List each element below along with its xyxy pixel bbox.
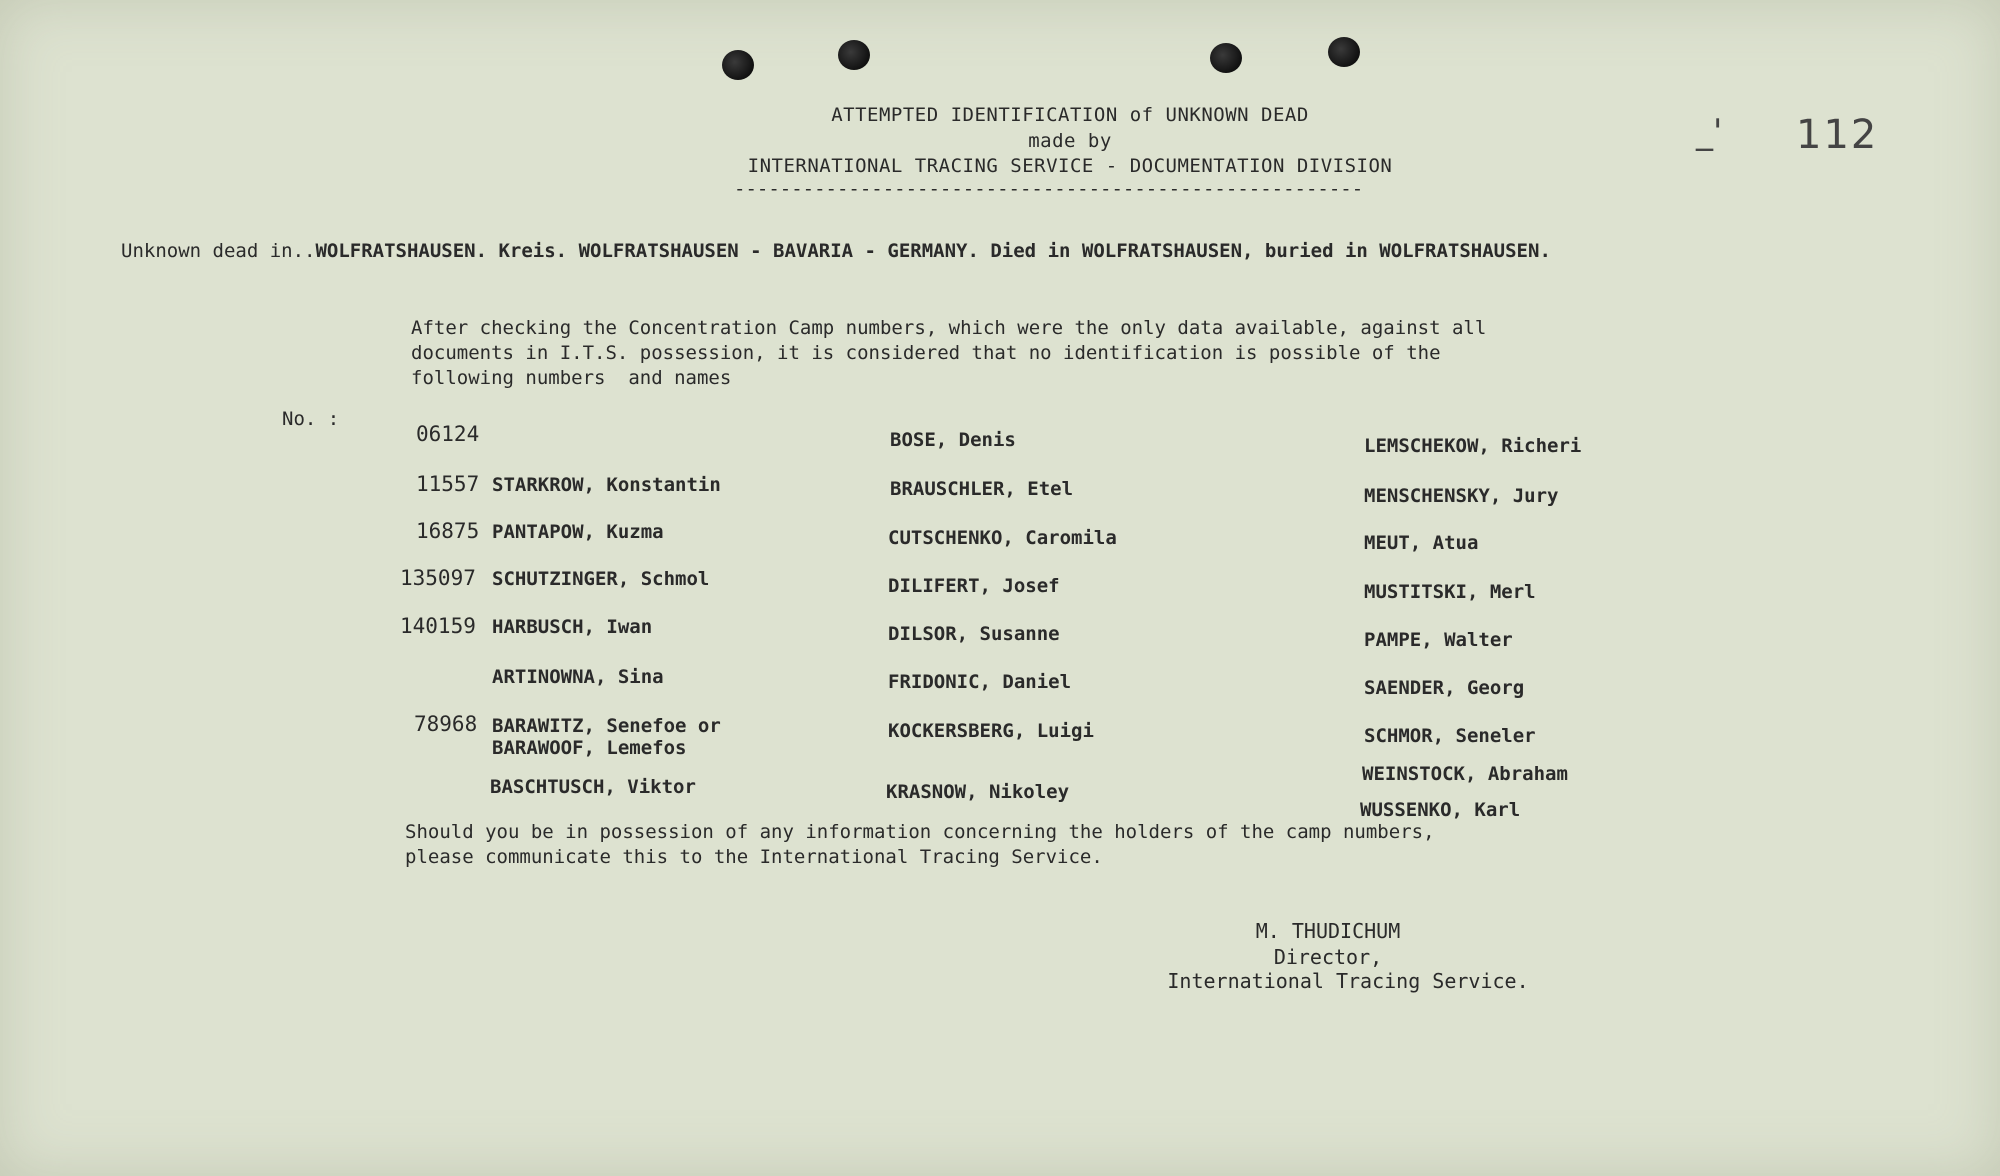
- name-entry: BARAWITZ, Senefoe or: [492, 715, 721, 737]
- name-entry: SCHMOR, Seneler: [1364, 725, 1536, 747]
- location-line: [121, 240, 1551, 262]
- name-entry: MENSCHENSKY, Jury: [1364, 485, 1559, 507]
- name-entry: SCHUTZINGER, Schmol: [492, 568, 710, 590]
- name-entry: DILIFERT, Josef: [888, 575, 1060, 597]
- name-entry: HARBUSCH, Iwan: [492, 616, 653, 638]
- number-label: No. :: [282, 408, 340, 430]
- punch-hole-4: [1328, 37, 1360, 67]
- name-entry: KRASNOW, Nikoley: [886, 781, 1070, 803]
- camp-number: 140159: [400, 614, 476, 638]
- camp-number: 135097: [400, 566, 476, 590]
- camp-number: 16875: [416, 519, 480, 543]
- name-entry: STARKROW, Konstantin: [492, 474, 721, 496]
- page-mark: _': [1696, 112, 1723, 152]
- name-entry: BOSE, Denis: [890, 429, 1016, 451]
- name-entry: PANTAPOW, Kuzma: [492, 521, 664, 543]
- signature-title: Director,: [1273, 945, 1383, 969]
- location-prefix: Unknown dead in..: [121, 240, 316, 262]
- name-entry: SAENDER, Georg: [1364, 677, 1525, 699]
- name-entry: BASCHTUSCH, Viktor: [490, 776, 696, 798]
- header-title: ATTEMPTED IDENTIFICATION of UNKNOWN DEAD: [831, 104, 1309, 126]
- name-entry: CUTSCHENKO, Caromila: [888, 527, 1117, 549]
- name-entry: MUSTITSKI, Merl: [1364, 581, 1536, 603]
- name-entry: MEUT, Atua: [1364, 532, 1479, 554]
- name-entry-alt: BARAWOOF, Lemefos: [492, 737, 687, 759]
- name-entry: WEINSTOCK, Abraham: [1362, 763, 1568, 785]
- closing-line-1: Should you be in possession of any information concerning the holders of the camp numbers,: [405, 821, 1435, 843]
- name-entry: ARTINOWNA, Sina: [492, 666, 664, 688]
- signature-name: M. THUDICHUM: [1255, 919, 1401, 943]
- camp-number: 11557: [416, 472, 480, 496]
- intro-line-3: following numbers and names: [411, 367, 732, 389]
- camp-number: 78968: [414, 712, 478, 736]
- name-entry: FRIDONIC, Daniel: [888, 671, 1072, 693]
- name-entry: BRAUSCHLER, Etel: [890, 478, 1074, 500]
- closing-line-2: please communicate this to the International Tracing Service.: [405, 846, 1103, 868]
- header-rule: -------------------------------------------------------: [734, 178, 1364, 200]
- header-made-by: made by: [1028, 130, 1112, 152]
- name-entry: WUSSENKO, Karl: [1360, 799, 1521, 821]
- camp-number: 06124: [416, 422, 480, 446]
- header-organization: INTERNATIONAL TRACING SERVICE - DOCUMENTATION DIVISION: [747, 155, 1393, 177]
- name-entry: PAMPE, Walter: [1364, 629, 1513, 651]
- intro-line-2: documents in I.T.S. possession, it is considered that no identification is possible of the: [411, 342, 1441, 364]
- punch-hole-3: [1210, 43, 1242, 73]
- name-entry: LEMSCHEKOW, Richeri: [1364, 435, 1582, 457]
- name-entry: DILSOR, Susanne: [888, 623, 1060, 645]
- punch-hole-1: [722, 50, 754, 80]
- page-number: 112: [1796, 112, 1879, 158]
- name-entry: KOCKERSBERG, Luigi: [888, 720, 1094, 742]
- punch-hole-2: [838, 40, 870, 70]
- intro-line-1: After checking the Concentration Camp numbers, which were the only data available, against all: [411, 317, 1487, 339]
- signature-org: International Tracing Service.: [1167, 969, 1529, 993]
- location-detail: WOLFRATSHAUSEN. Kreis. WOLFRATSHAUSEN - BAVARIA - GERMANY. Died in WOLFRATSHAUSEN, buried in WOLFRATSHAUSEN.: [315, 240, 1551, 262]
